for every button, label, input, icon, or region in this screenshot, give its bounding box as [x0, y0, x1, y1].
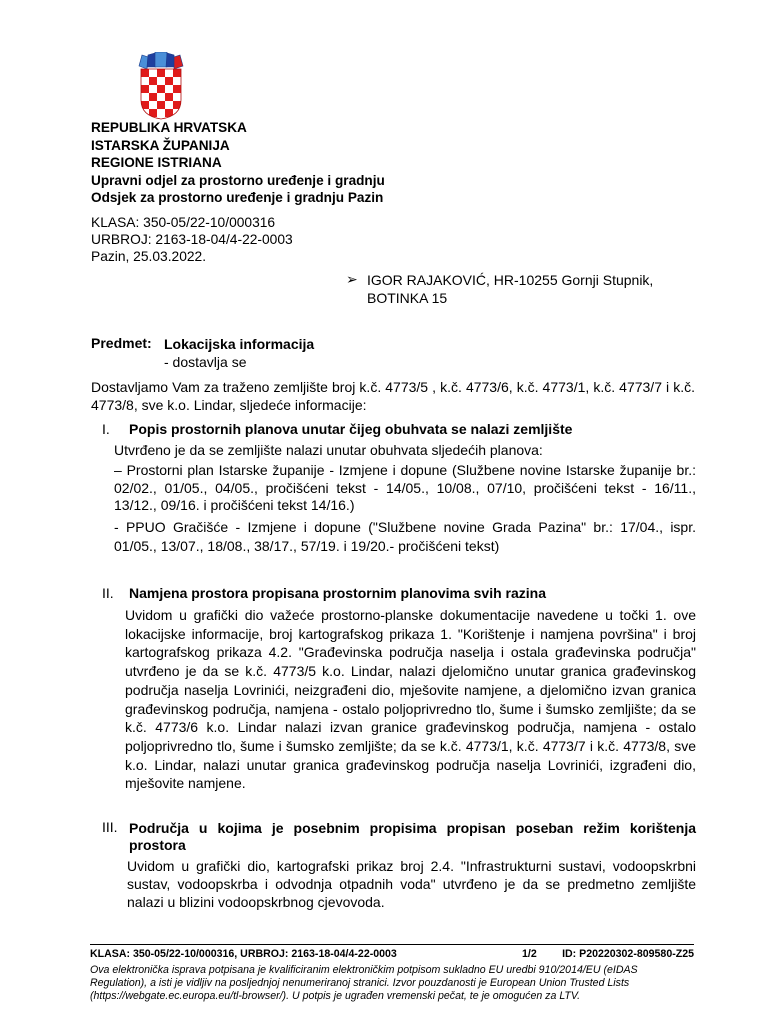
recipient-street-line: BOTINKA 15 [367, 290, 448, 306]
recipient-bullet-icon: ➢ [346, 271, 358, 287]
section-3-title-line1: Područja u kojima je posebnim propisima propisan poseban režim korištenja [129, 820, 696, 836]
recipient-block [367, 271, 653, 307]
footer-document-id: ID: P20220302-809580-Z25 [562, 948, 694, 960]
coat-of-arms-icon [138, 52, 184, 120]
intro-paragraph: Dostavljamo Vam za traženo zemljište broj k.č. 4773/5 , k.č. 4773/6, k.č. 4773/1, k.č. 4773/7 i k.č. 4773/8, sve k.o. Lindar, sljedeće informacije: [91, 379, 695, 413]
recipient-name-line: IGOR RAJAKOVIĆ, HR-10255 Gornji Stupnik, [367, 272, 654, 288]
issuer-region: REGIONE ISTRIANA [91, 155, 222, 171]
subject-title: Lokacijska informacija [164, 336, 315, 352]
issuer-country: REPUBLIKA HRVATSKA [91, 120, 247, 135]
footer-signature-note: Ova elektronička isprava potpisana je kvalificiranim elektroničkim potpisom sukladno EU uredbi 910/2014/EU (eIDAS Regulation), a isti je vidljiv na posljednjoj nenumeriranoj stranici. Izvor pouzdanosti je European Union Trusted Lists (https://webgate.ec.europa.eu/tl-browser/). U potpis je ugrađen vremenski pečat, te je omogućen za LTV. [90, 964, 638, 1002]
section-3-number: III. [102, 819, 118, 835]
section-1-title: Popis prostornih planova unutar čijeg obuhvata se nalazi zemljište [129, 421, 573, 437]
section-3-title-line2: prostora [129, 837, 186, 853]
section-2-paragraph: Uvidom u grafički dio važeće prostorno-planske dokumentacije navedene u točki 1. ove lokacijske informacije, broj kartografskog prikaza 1. "Korištenje i namjena površina" i broj kartografskog prikaza 4.2. "Građevinska područja naselja i ostala građevinska područja" utvrđeno je da se k.č. 4773/5 k.o. Lindar, nalazi djelomično unutar granica građevinskog područja naselja Lovrinići, neizgrađeni dio, mješovite namjene, a djelomično izvan granica građevinskog područja, namjena - ostalo poljoprivredno tlo, šume i šumsko zemljište; da se k.č. 4773/6 k.o. Lindar nalazi izvan granice građevinskog područja, namjena - ostalo poljoprivredno tlo, šume i šumsko zemljište; da se k.č. 4773/1, k.č. 4773/7 i k.č. 4773/8, sve k.o. Lindar, nalazi unutar granica građevinskog područja naselja Lovrinići, izgrađeni dio, mješovite namjene. [125, 607, 696, 792]
section-3-paragraph: Uvidom u grafički dio, kartografski prikaz broj 2.4. "Infrastrukturni sustavi, vodoopskrbni sustav, vodoopskrba i odvodnja otpadnih voda" utvrđeno je da se predmetno zemljište nalazi u blizini vodoopskrbnog cjevovoda. [127, 858, 696, 910]
subject-subtitle: - dostavlja se [164, 354, 247, 370]
reference-block [91, 214, 293, 265]
footer-page-number: 1/2 [522, 948, 537, 960]
footer-reference: KLASA: 350-05/22-10/000316, URBROJ: 2163-18-04/4-22-0003 [90, 948, 397, 960]
section-1-number: I. [102, 421, 110, 437]
klasa-line: KLASA: 350-05/22-10/000316 [91, 215, 276, 230]
subject-label: Predmet: [91, 335, 152, 351]
subject-block [164, 335, 314, 371]
section-1-intro: Utvrđeno je da se zemljište nalazi unutar obuhvata sljedećih planova: [114, 442, 543, 458]
issuer-county: ISTARSKA ŽUPANIJA [91, 137, 230, 153]
footer-divider [90, 944, 694, 945]
issuer-section: Odsjek za prostorno uređenje i gradnju Pazin [91, 190, 384, 206]
footer-reference-row [90, 948, 694, 960]
section-1-plan-2: - PPUO Gračišće - Izmjene i dopune ("Službene novine Grada Pazina" br.: 17/04., ispr. 01/05., 13/07., 18/08., 38/17., 57/19. i 19/20.- pročišćeni tekst) [114, 519, 696, 554]
issuer-department: Upravni odjel za prostorno uređenje i gradnju [91, 172, 385, 188]
section-2-title: Namjena prostora propisana prostornim planovima svih razina [129, 585, 546, 601]
section-2-number: II. [102, 585, 114, 601]
urbroj-line: URBROJ: 2163-18-04/4-22-0003 [91, 232, 293, 247]
place-date-line: Pazin, 25.03.2022. [91, 249, 207, 264]
issuer-block [91, 119, 385, 207]
section-1-plan-1: – Prostorni plan Istarske županije - Izmjene i dopune (Službene novine Istarske županije br.: 02/02., 01/05., 04/05., pročišćeni tekst - 14/05., 10/08., 07/10, pročišćeni tekst - 16/11., 13/12., 09/16. i pročišćeni tekst 14/16.) [114, 462, 696, 513]
